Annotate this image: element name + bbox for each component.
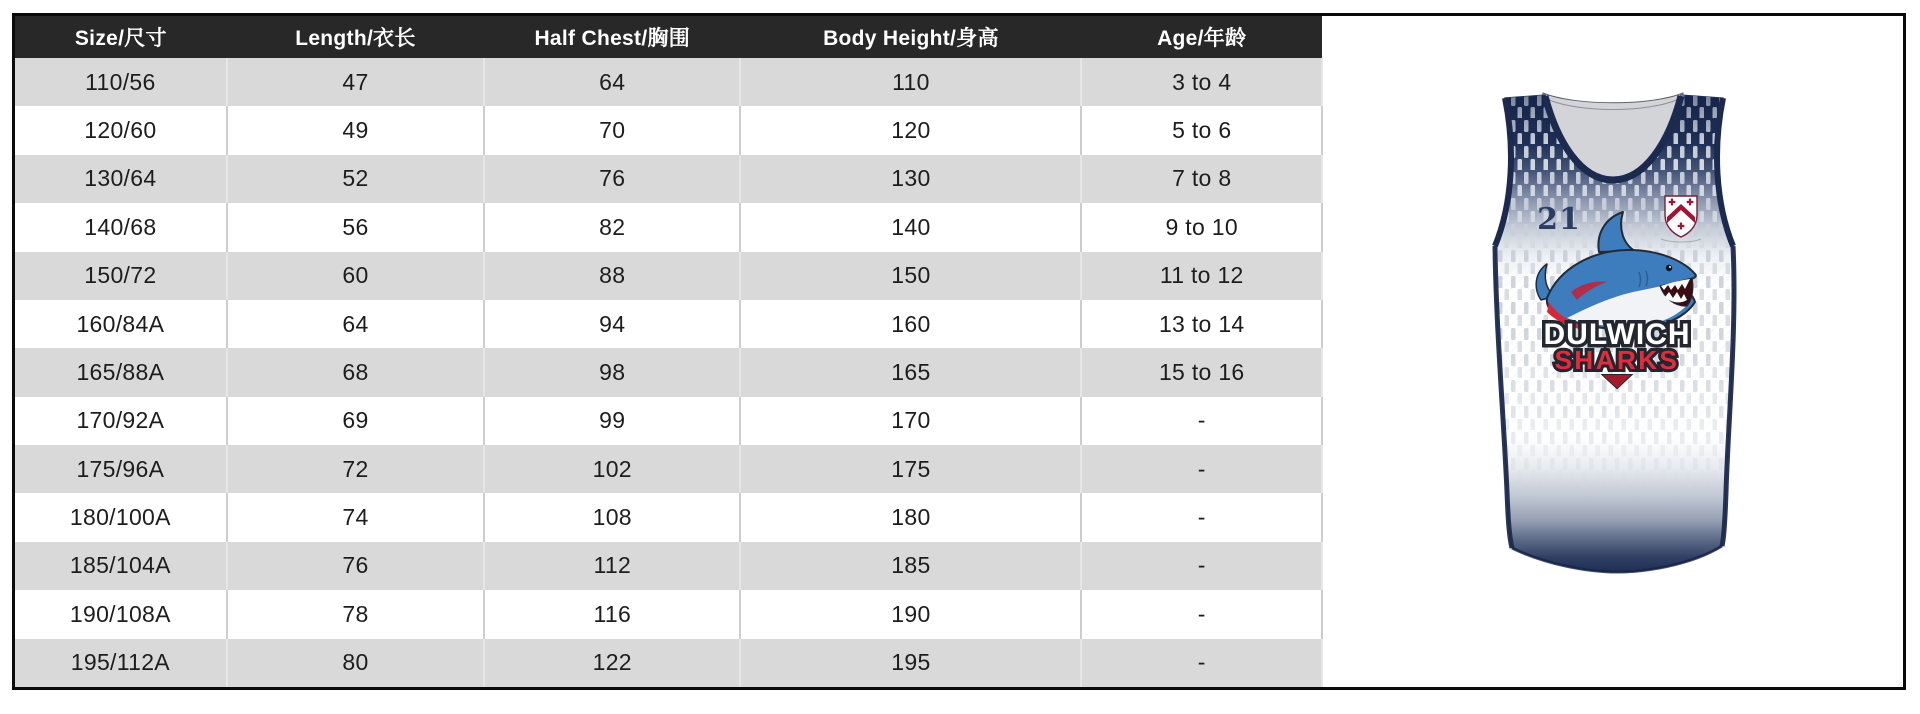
cell: 99	[484, 397, 740, 445]
cell: 130/64	[15, 155, 227, 203]
cell: 80	[227, 639, 484, 688]
cell: -	[1081, 639, 1322, 688]
table-row	[15, 300, 1322, 348]
cell: -	[1081, 590, 1322, 638]
table-row	[15, 493, 1322, 541]
cell: 88	[484, 252, 740, 300]
cell: 64	[227, 300, 484, 348]
table-row	[15, 590, 1322, 638]
table-row	[15, 348, 1322, 396]
cell: -	[1081, 445, 1322, 493]
cell: 110	[740, 58, 1081, 106]
cell: 52	[227, 155, 484, 203]
table-row	[15, 58, 1322, 106]
jersey-graphic	[1483, 90, 1747, 586]
cell: 120	[740, 106, 1081, 154]
table-row	[15, 397, 1322, 445]
size-chart-table	[15, 16, 1323, 687]
cell: 49	[227, 106, 484, 154]
cell: 165	[740, 348, 1081, 396]
column-header: Half Chest/胸围	[484, 16, 740, 58]
cell: 15 to 16	[1081, 348, 1322, 396]
cell: 108	[484, 493, 740, 541]
cell: 56	[227, 203, 484, 251]
cell: 112	[484, 542, 740, 590]
cell: 140/68	[15, 203, 227, 251]
cell: 47	[227, 58, 484, 106]
cell: 5 to 6	[1081, 106, 1322, 154]
cell: 76	[484, 155, 740, 203]
table-row	[15, 252, 1322, 300]
cell: 116	[484, 590, 740, 638]
cell: 190	[740, 590, 1081, 638]
table-row	[15, 203, 1322, 251]
table-row	[15, 155, 1322, 203]
cell: 78	[227, 590, 484, 638]
cell: 69	[227, 397, 484, 445]
cell: 180/100A	[15, 493, 227, 541]
column-header: Length/衣长	[227, 16, 484, 58]
table-row	[15, 445, 1322, 493]
cell: 98	[484, 348, 740, 396]
cell: 175/96A	[15, 445, 227, 493]
cell: 74	[227, 493, 484, 541]
cell: 11 to 12	[1081, 252, 1322, 300]
cell: 185/104A	[15, 542, 227, 590]
cell: 72	[227, 445, 484, 493]
cell: 150/72	[15, 252, 227, 300]
cell: 9 to 10	[1081, 203, 1322, 251]
cell: 130	[740, 155, 1081, 203]
column-header: Body Height/身高	[740, 16, 1081, 58]
cell: 160/84A	[15, 300, 227, 348]
cell: 170/92A	[15, 397, 227, 445]
player-number: 21	[1537, 202, 1581, 237]
table-row	[15, 639, 1322, 688]
cell: 94	[484, 300, 740, 348]
cell: 175	[740, 445, 1081, 493]
cell: 170	[740, 397, 1081, 445]
table-row	[15, 106, 1322, 154]
cell: 150	[740, 252, 1081, 300]
cell: -	[1081, 493, 1322, 541]
cell: 185	[740, 542, 1081, 590]
table-row	[15, 542, 1322, 590]
cell: 165/88A	[15, 348, 227, 396]
header-row	[15, 16, 1322, 58]
cell: 3 to 4	[1081, 58, 1322, 106]
cell: 110/56	[15, 58, 227, 106]
jersey-product-image	[1483, 90, 1747, 586]
cell: 180	[740, 493, 1081, 541]
cell: 64	[484, 58, 740, 106]
team-name-primary: DULWICH	[1543, 318, 1691, 351]
cell: 102	[484, 445, 740, 493]
cell: 68	[227, 348, 484, 396]
figure-border	[12, 13, 1906, 690]
team-name-secondary: SHARKS	[1554, 345, 1680, 375]
column-header: Size/尺寸	[15, 16, 227, 58]
cell: 140	[740, 203, 1081, 251]
cell: 7 to 8	[1081, 155, 1322, 203]
cell: 76	[227, 542, 484, 590]
cell: 82	[484, 203, 740, 251]
cell: 190/108A	[15, 590, 227, 638]
cell: 195/112A	[15, 639, 227, 688]
cell: 60	[227, 252, 484, 300]
cell: 70	[484, 106, 740, 154]
column-header: Age/年龄	[1081, 16, 1322, 58]
cell: 122	[484, 639, 740, 688]
cell: 160	[740, 300, 1081, 348]
cell: 120/60	[15, 106, 227, 154]
cell: 13 to 14	[1081, 300, 1322, 348]
cell: 195	[740, 639, 1081, 688]
cell: -	[1081, 397, 1322, 445]
cell: -	[1081, 542, 1322, 590]
